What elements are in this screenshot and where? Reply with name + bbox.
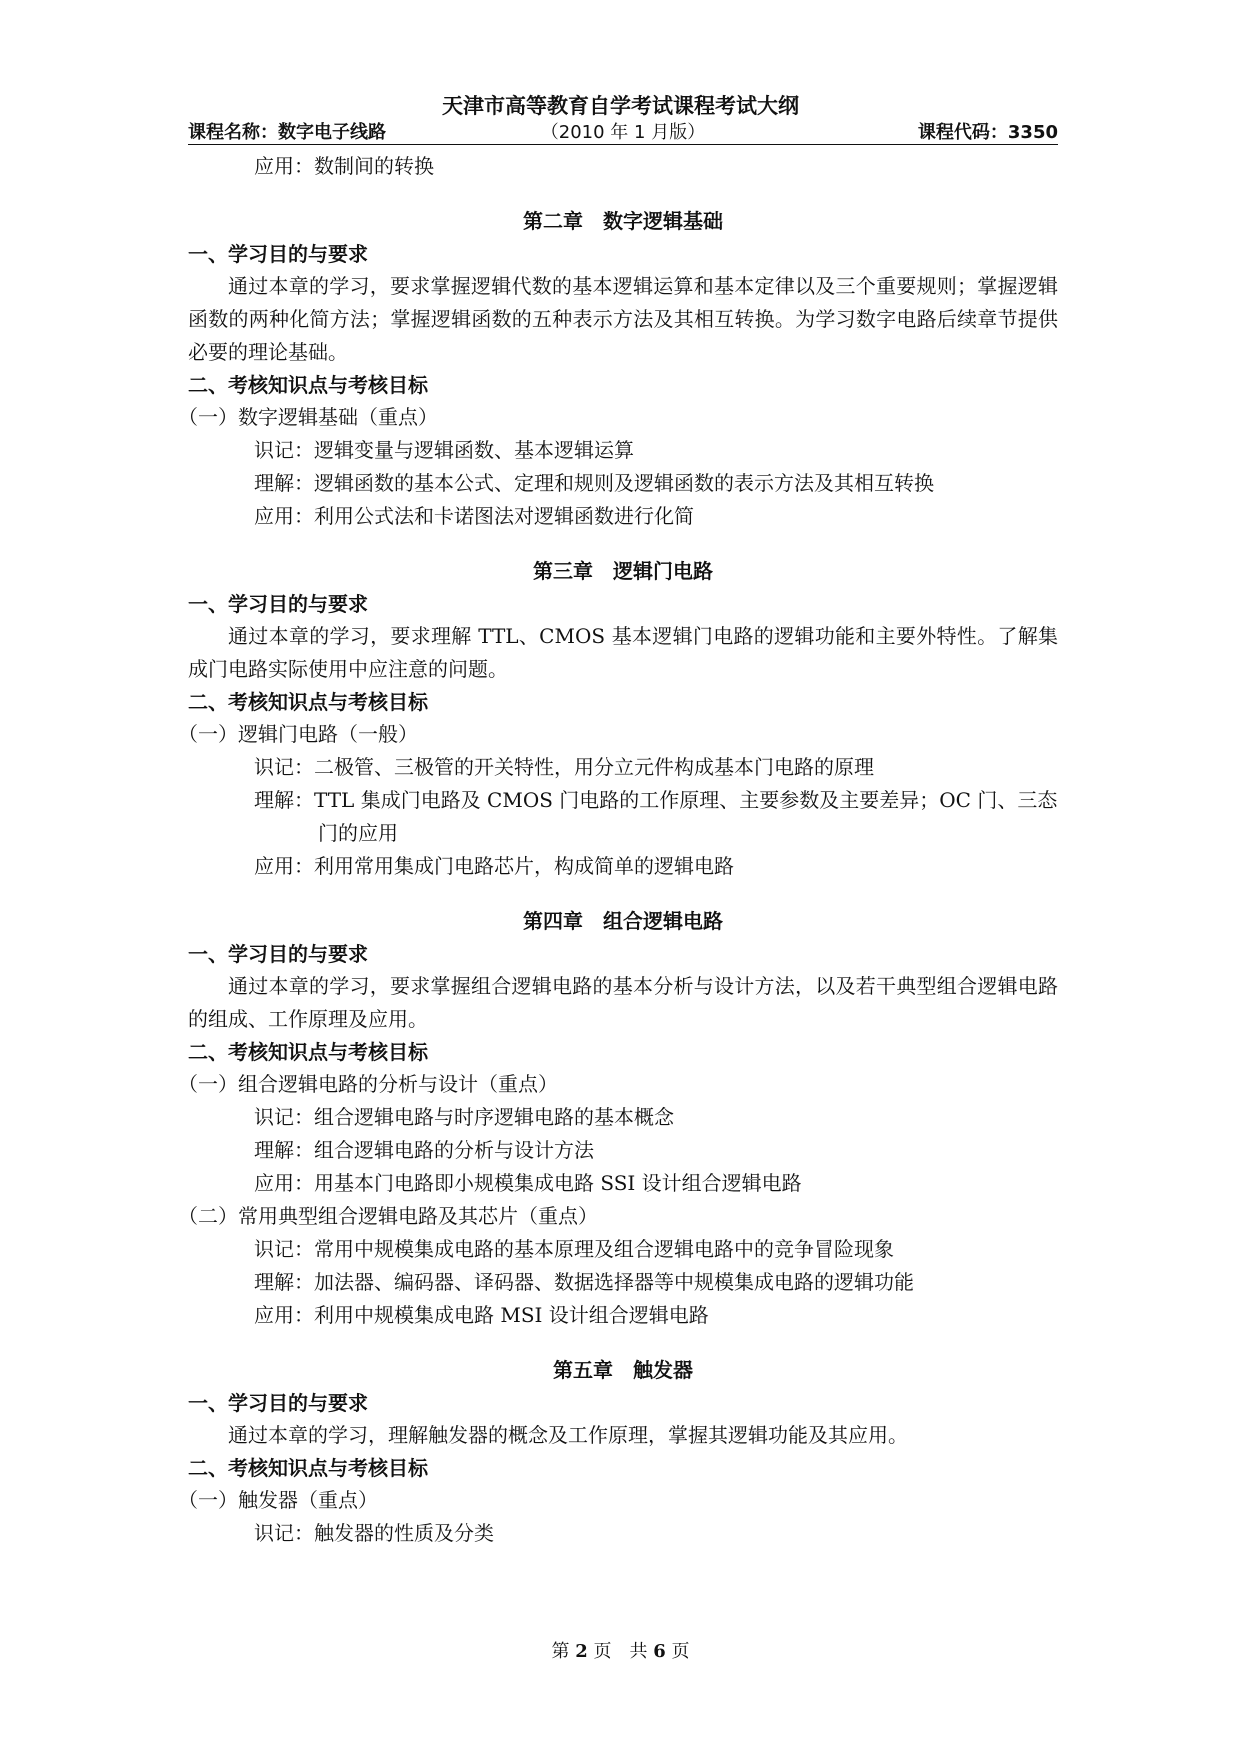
paragraph: 通过本章的学习，要求掌握组合逻辑电路的基本分析与设计方法，以及若干典型组合逻辑电路的组成、工作原理及应用。 (188, 974, 1058, 1031)
list-item: 应用：利用中规模集成电路 MSI 设计组合逻辑电路 (254, 1303, 709, 1327)
section-heading: 二、考核知识点与考核目标 (188, 373, 428, 397)
subsection-heading: （一）数字逻辑基础（重点） (178, 405, 438, 429)
total-page-count: 6 (653, 1641, 666, 1662)
chapter-title: 第三章 逻辑门电路 (533, 559, 713, 583)
section-heading: 一、学习目的与要求 (188, 592, 368, 616)
list-item: 理解：加法器、编码器、译码器、数据选择器等中规模集成电路的逻辑功能 (254, 1270, 914, 1294)
subsection-heading: （一）逻辑门电路（一般） (178, 722, 418, 746)
section-heading: 二、考核知识点与考核目标 (188, 1040, 428, 1064)
list-item: 理解：组合逻辑电路的分析与设计方法 (254, 1138, 594, 1162)
footer-suffix: 页 (671, 1641, 690, 1662)
document-body (178, 150, 1058, 1550)
paragraph: 通过本章的学习，要求理解 TTL、CMOS 基本逻辑门电路的逻辑功能和主要外特性。了解集成门电路实际使用中应注意的问题。 (188, 624, 1058, 681)
document-title: 天津市高等教育自学考试课程考试大纲 (442, 94, 799, 118)
chapter-title: 第五章 触发器 (553, 1358, 693, 1382)
list-item: 理解：TTL 集成门电路及 CMOS 门电路的工作原理、主要参数及主要差异；OC 门、三态门的应用 (254, 788, 1058, 845)
paragraph: 通过本章的学习，理解触发器的概念及工作原理，掌握其逻辑功能及其应用。 (228, 1423, 908, 1447)
footer-middle: 页 共 (593, 1641, 648, 1662)
section-heading: 二、考核知识点与考核目标 (188, 1456, 428, 1480)
list-item: 识记：组合逻辑电路与时序逻辑电路的基本概念 (254, 1105, 674, 1129)
subsection-heading: （二）常用典型组合逻辑电路及其芯片（重点） (178, 1204, 598, 1228)
list-item: 识记：逻辑变量与逻辑函数、基本逻辑运算 (254, 438, 634, 462)
section-heading: 二、考核知识点与考核目标 (188, 690, 428, 714)
course-name: 课程名称：数字电子线路 (188, 122, 386, 143)
chapter-title: 第四章 组合逻辑电路 (523, 909, 723, 933)
list-item: 应用：利用常用集成门电路芯片，构成简单的逻辑电路 (254, 854, 734, 878)
list-item: 理解：逻辑函数的基本公式、定理和规则及逻辑函数的表示方法及其相互转换 (254, 471, 934, 495)
list-item: 识记：常用中规模集成电路的基本原理及组合逻辑电路中的竞争冒险现象 (254, 1237, 894, 1261)
intro-line: 应用：数制间的转换 (254, 154, 434, 178)
list-item: 识记：二极管、三极管的开关特性，用分立元件构成基本门电路的原理 (254, 755, 874, 779)
section-heading: 一、学习目的与要求 (188, 1391, 368, 1415)
page-footer (0, 1637, 1241, 1663)
section-heading: 一、学习目的与要求 (188, 242, 368, 266)
list-item: 识记：触发器的性质及分类 (254, 1521, 494, 1545)
edition: （2010 年 1 月版） (540, 122, 706, 143)
list-item: 应用：利用公式法和卡诺图法对逻辑函数进行化简 (254, 504, 694, 528)
footer-prefix: 第 (551, 1641, 570, 1662)
subsection-heading: （一）组合逻辑电路的分析与设计（重点） (178, 1072, 558, 1096)
header-rule (188, 144, 1058, 145)
course-code: 课程代码：3350 (917, 122, 1058, 143)
current-page-number: 2 (575, 1641, 588, 1662)
chapter-title: 第二章 数字逻辑基础 (523, 209, 723, 233)
section-heading: 一、学习目的与要求 (188, 942, 368, 966)
list-item: 应用：用基本门电路即小规模集成电路 SSI 设计组合逻辑电路 (254, 1171, 802, 1195)
subsection-heading: （一）触发器（重点） (178, 1488, 378, 1512)
running-header (188, 118, 1058, 144)
paragraph: 通过本章的学习，要求掌握逻辑代数的基本逻辑运算和基本定律以及三个重要规则；掌握逻辑函数的两种化简方法；掌握逻辑函数的五种表示方法及其相互转换。为学习数字电路后续章节提供必要的理论基础。 (188, 274, 1058, 364)
